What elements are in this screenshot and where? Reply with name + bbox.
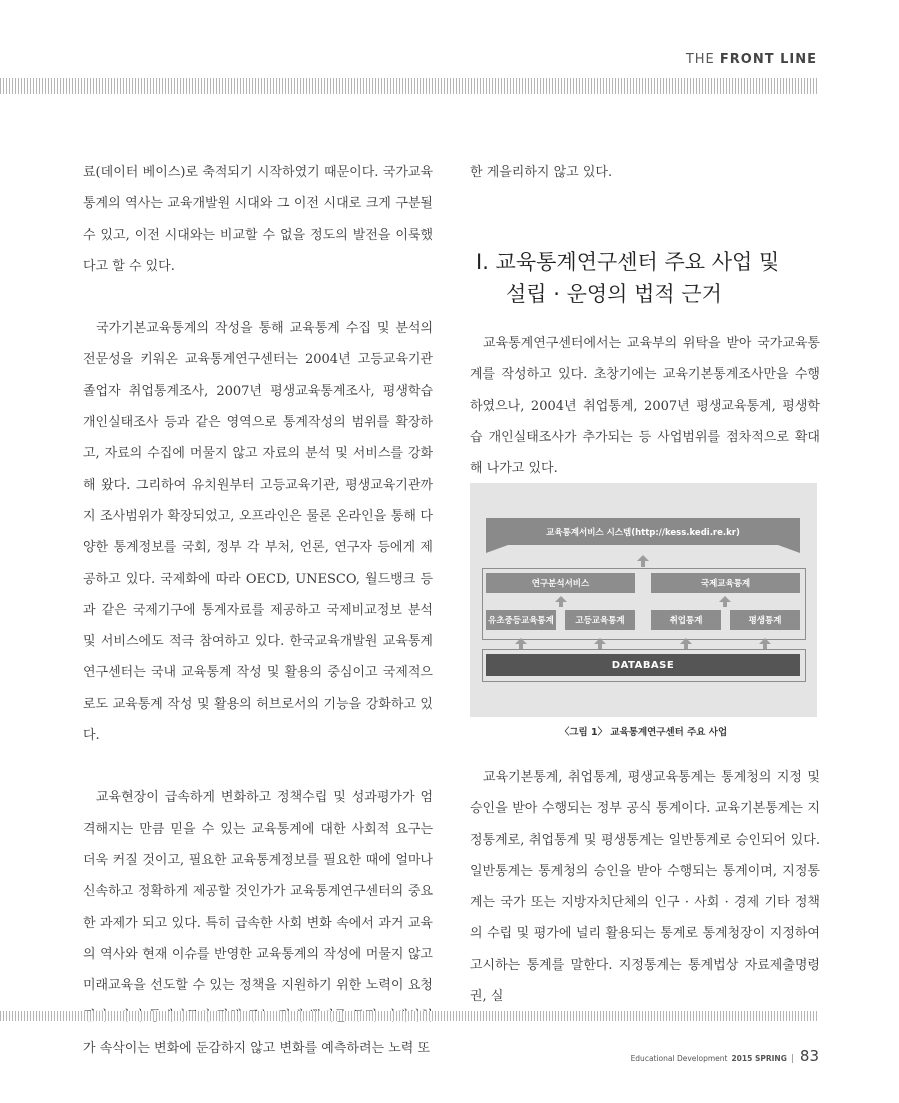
right-column-bottom bbox=[470, 762, 820, 1012]
left-column bbox=[83, 157, 433, 1064]
banner-tail-right bbox=[778, 545, 800, 553]
right-paragraph-2: 교육기본통계, 취업통계, 평생교육통계는 통계청의 지정 및 승인을 받아 수행되는 정부 공식 통계이다. 교육기본통계는 지정통계로, 취업통계 및 평생통계는 일반통계로 승인되어 있다. 일반통계는 통계청의 승인을 받아 수행되는 통계이며, 지정통계는 국가 또는 지방자치단체의 인구 · 사회 · 경제 기타 정책의 수립 및 평가에 널리 활용되는 통계로 통계청장이 지정하여 고시하는 통계를 말한다. 지정통계는 통계법상 자료제출명령권, 실 bbox=[470, 770, 820, 1005]
right-column-middle bbox=[470, 328, 820, 484]
higher-ed-stats-box: 고등교육통계 bbox=[565, 610, 635, 630]
service-system-banner: 교육통계서비스 시스템(http://kess.kedi.re.kr) bbox=[486, 518, 800, 545]
arrow-stem bbox=[723, 602, 727, 607]
employment-stats-box: 취업통계 bbox=[651, 610, 721, 630]
right-column-top bbox=[470, 157, 820, 188]
banner-tail-left bbox=[486, 545, 508, 553]
figure-diagram bbox=[470, 483, 817, 717]
database-box: DATABASE bbox=[486, 654, 800, 676]
lifelong-stats-box: 평생통계 bbox=[730, 610, 800, 630]
right-paragraph-1: 교육통계연구센터에서는 교육부의 위탁을 받아 국가교육통계를 작성하고 있다. 초창기에는 교육기본통계조사만을 수행하였으나, 2004년 취업통계, 2007년 평생교육통계, 평생학습 개인실태조사가 추가되는 등 사업범위를 점차적으로 확대해 나가고 있다. bbox=[470, 336, 820, 477]
figure-caption: 〈그림 1〉 교육통계연구센터 주요 사업 bbox=[559, 727, 728, 738]
elem-mid-high-stats-box: 유초중등교육통계 bbox=[486, 610, 556, 630]
header-series: THE bbox=[685, 52, 715, 67]
international-stats-box: 국제교육통계 bbox=[651, 573, 800, 593]
top-divider-stripe bbox=[0, 78, 818, 94]
bottom-divider-stripe bbox=[0, 1011, 818, 1021]
page-number: 83 bbox=[799, 1047, 819, 1065]
left-paragraph-2: 국가기본교육통계의 작성을 통해 교육통계 수집 및 분석의 전문성을 키워온 교육통계연구센터는 2004년 고등교육기관 졸업자 취업통계조사, 2007년 평생교육통계조사, 평생학습 개인실태조사 등과 같은 영역으로 통계작성의 범위를 확장하고, 자료의 수집에 머물지 않고 자료의 분석 및 서비스를 강화해 왔다. 그리하여 유치원부터 고등교육기관, 평생교육기관까지 조사범위가 확장되었고, 오프라인은 물론 온라인을 통해 다양한 통계정보를 국회, 정부 각 부처, 언론, 연구자 등에게 제공하고 있다. 국제화에 따라 OECD, UNESCO, 월드뱅크 등과 같은 국제기구에 통계자료를 제공하고 국제비교정보 분석 및 서비스에도 적극 참여하고 있다. 한국교육개발원 교육통계연구센터는 국내 교육통계 작성 및 활용의 중심이고 국제적으로도 교육통계 작성 및 활용의 허브로서의 기능을 강화하고 있다. bbox=[83, 321, 433, 744]
arrow-stem bbox=[641, 561, 645, 567]
section-heading bbox=[476, 246, 856, 310]
magazine-name: Educational Development bbox=[630, 1054, 728, 1063]
left-paragraph-3: 교육현장이 급속하게 변화하고 정책수립 및 성과평가가 엄격해지는 만큼 믿을 수 있는 교육통계에 대한 사회적 요구는 더욱 커질 것이고, 필요한 교육통계정보를 필요한 때에 얼마나 신속하고 정확하게 제공할 것인가가 교육통계연구센터의 중요한 과제가 되고 있다. 특히 급속한 사회 변화 속에서 과거 교육의 역사와 현재 이슈를 반영한 교육통계의 작성에 머물지 않고 미래교육을 선도할 수 있는 정책을 지원하기 위한 노력이 요청 가 속삭이는 변화에 둔감하지 않고 변화를 예측하려는 노력 또 bbox=[83, 790, 433, 1056]
right-continuation: 한 게을리하지 않고 있다. bbox=[470, 165, 613, 180]
section-heading-line1: Ⅰ. 교육통계연구센터 주요 사업 및 bbox=[476, 250, 780, 274]
arrow-stem bbox=[559, 602, 563, 607]
header-title: FRONT LINE bbox=[719, 52, 817, 67]
research-service-box: 연구분석서비스 bbox=[486, 573, 635, 593]
footer-separator: | bbox=[790, 1054, 794, 1064]
section-heading-line2: 설립 · 운영의 법적 근거 bbox=[506, 282, 722, 306]
section-header bbox=[686, 52, 817, 67]
page-footer bbox=[631, 1047, 819, 1065]
issue-label: 2015 SPRING bbox=[731, 1054, 787, 1063]
left-paragraph-1: 료(데이터 베이스)로 축적되기 시작하였기 때문이다. 국가교육 통계의 역사는 교육개발원 시대와 그 이전 시대로 크게 구분될 수 있고, 이전 시대와는 비교할 수 없을 정도의 발전을 이룩했다고 할 수 있다. bbox=[83, 165, 433, 274]
